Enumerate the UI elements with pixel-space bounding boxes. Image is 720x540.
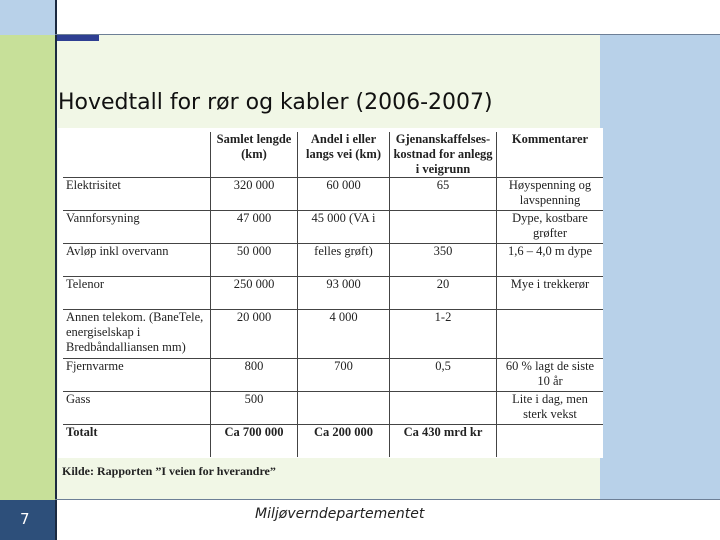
slide-title: Hovedtall for rør og kabler (2006-2007): [58, 90, 493, 115]
table-cell: [298, 392, 390, 425]
table-cell: Fjernvarme: [63, 359, 211, 392]
source-caption: Kilde: Rapporten ”I veien for hverandre”: [62, 464, 276, 478]
table-cell: Avløp inkl overvann: [63, 244, 211, 277]
table-cell: 50 000: [211, 244, 298, 277]
table-cell: Gass: [63, 392, 211, 425]
table-cell: 250 000: [211, 277, 298, 310]
table-cell: Ca 430 mrd kr: [390, 425, 497, 458]
table-cell: Mye i trekkerør: [497, 277, 604, 310]
table-cell: [390, 211, 497, 244]
table-row: [63, 310, 603, 359]
table-cell: 4 000: [298, 310, 390, 359]
table-image: [58, 128, 603, 458]
table-cell: 800: [211, 359, 298, 392]
header-cell: [63, 132, 211, 178]
table-total-row: [63, 425, 603, 458]
table-cell: 0,5: [390, 359, 497, 392]
left-green-band: [0, 35, 55, 500]
header-cell: Kommentarer: [497, 132, 604, 178]
table-row: [63, 178, 603, 211]
right-blue-panel: [600, 35, 720, 500]
data-table: [63, 132, 603, 457]
table-cell: Dype, kostbare grøfter: [497, 211, 604, 244]
table-cell: 47 000: [211, 211, 298, 244]
table-row: [63, 244, 603, 277]
table-cell: 700: [298, 359, 390, 392]
table-row: [63, 277, 603, 310]
footer-text: Miljøverndepartementet: [255, 506, 425, 522]
table-cell: Annen telekom. (BaneTele, energiselskap i Bredbåndalliansen mm): [63, 310, 211, 359]
table-cell: 350: [390, 244, 497, 277]
table-cell: 20 000: [211, 310, 298, 359]
table-row: [63, 211, 603, 244]
table-cell: felles grøft): [298, 244, 390, 277]
table-cell: 1-2: [390, 310, 497, 359]
table-cell: [497, 425, 604, 458]
bottom-divider: [55, 499, 720, 500]
left-top-block: [0, 0, 55, 35]
table-cell: Elektrisitet: [63, 178, 211, 211]
table-row: [63, 392, 603, 425]
table-cell: 320 000: [211, 178, 298, 211]
table-cell: Ca 700 000: [211, 425, 298, 458]
page-number: 7: [20, 510, 30, 528]
table-cell: Totalt: [63, 425, 211, 458]
header-cell: Samlet lengde (km): [211, 132, 298, 178]
header-cell: Gjenanskaffelses-kostnad for anlegg i veigrunn: [390, 132, 497, 178]
table-cell: 1,6 – 4,0 m dype: [497, 244, 604, 277]
table-cell: 60 % lagt de siste 10 år: [497, 359, 604, 392]
table-cell: Telenor: [63, 277, 211, 310]
table-cell: Høyspenning og lavspenning: [497, 178, 604, 211]
table-cell: 93 000: [298, 277, 390, 310]
table-cell: 500: [211, 392, 298, 425]
table-cell: Lite i dag, men sterk vekst: [497, 392, 604, 425]
table-cell: [390, 392, 497, 425]
accent-bar: [57, 35, 99, 41]
table-cell: 65: [390, 178, 497, 211]
table-header-row: [63, 132, 603, 178]
table-cell: [497, 310, 604, 359]
table-cell: Ca 200 000: [298, 425, 390, 458]
table-cell: 20: [390, 277, 497, 310]
table-cell: 45 000 (VA i: [298, 211, 390, 244]
header-cell: Andel i eller langs vei (km): [298, 132, 390, 178]
table-cell: Vannforsyning: [63, 211, 211, 244]
table-cell: 60 000: [298, 178, 390, 211]
table-row: [63, 359, 603, 392]
